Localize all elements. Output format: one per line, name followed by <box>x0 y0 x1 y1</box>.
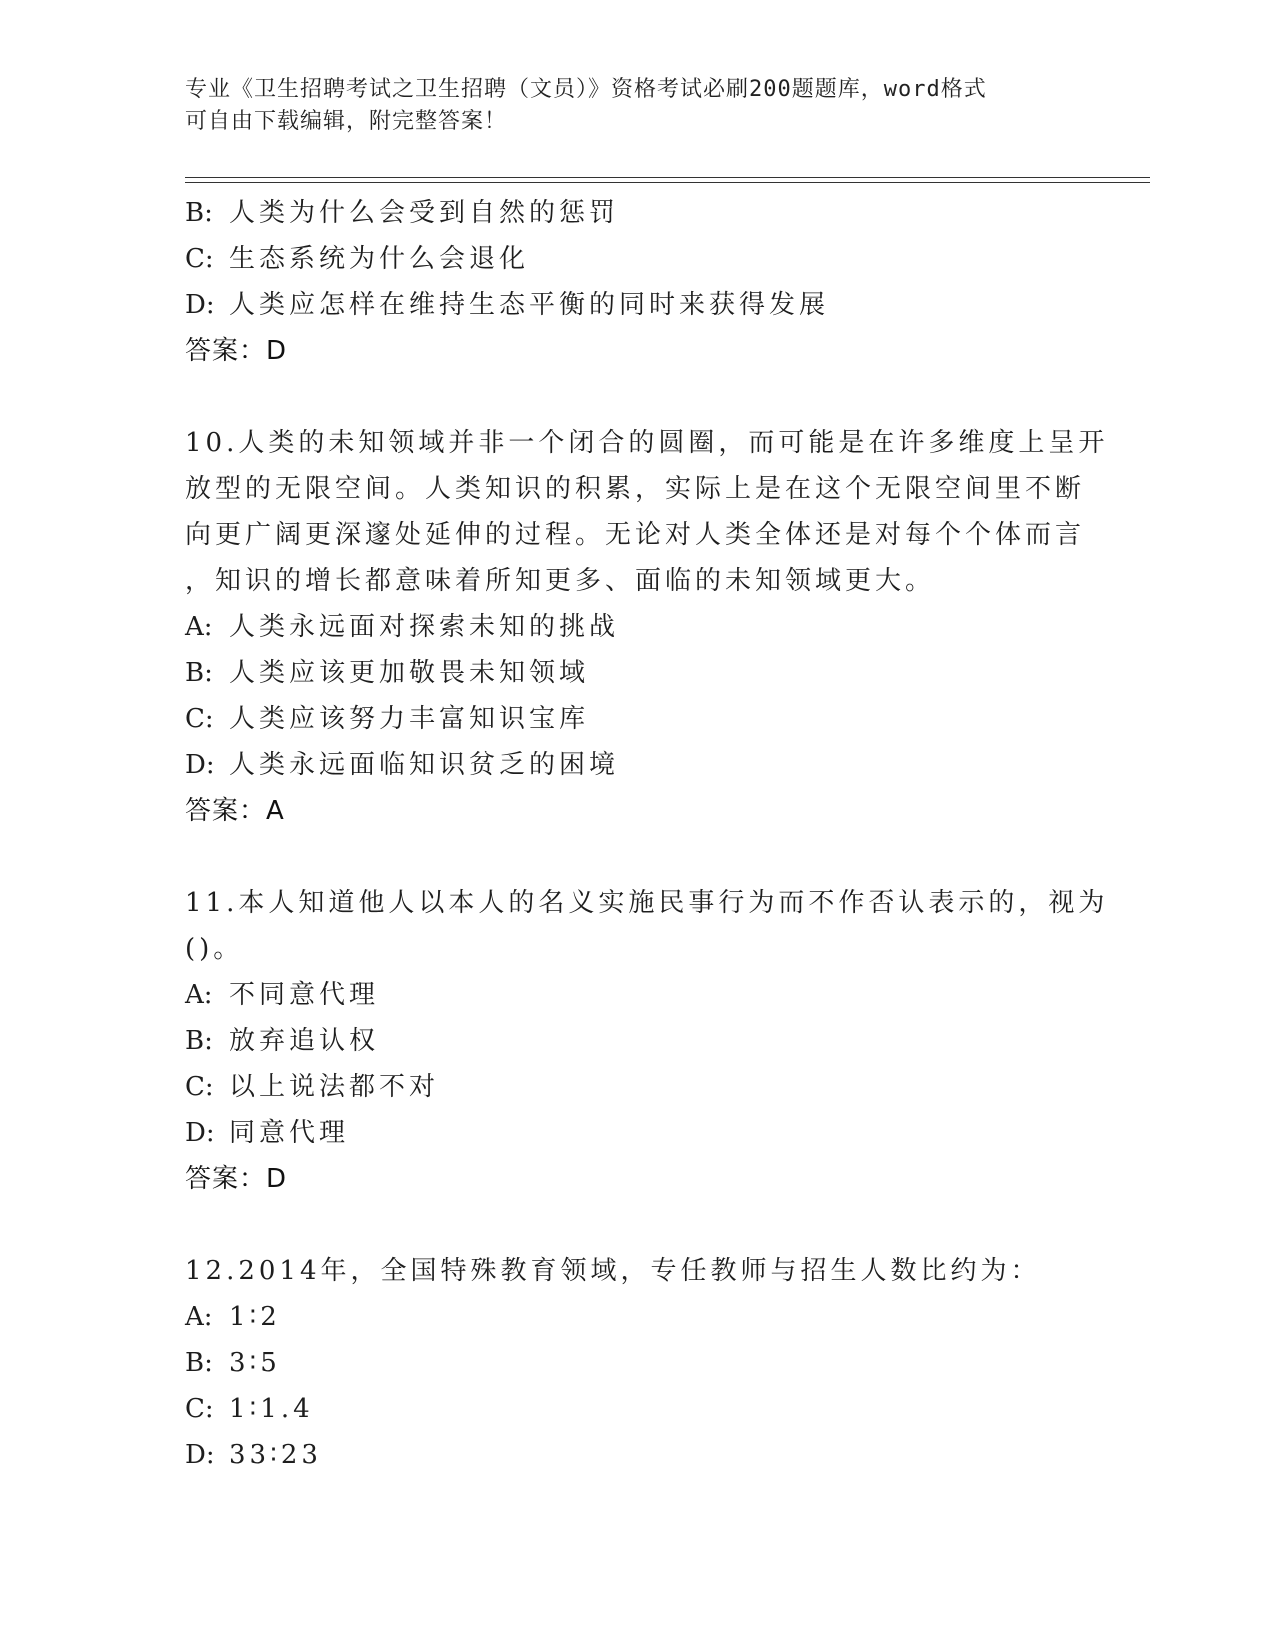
option-c: C: 1∶1.4 <box>185 1394 314 1424</box>
option-b: B: 3∶5 <box>185 1348 281 1378</box>
option-a: A: 人类永远面对探索未知的挑战 <box>185 612 620 642</box>
option-a: A: 不同意代理 <box>185 980 380 1010</box>
answer-line: 答案：D <box>185 336 288 366</box>
question-stem: 11.本人知道他人以本人的名义实施民事行为而不作否认表示的，视为 ()。 <box>185 888 1109 964</box>
question-10 <box>185 420 1109 834</box>
option-d: D: 人类永远面临知识贫乏的困境 <box>185 750 620 780</box>
option-a: A: 1∶2 <box>185 1302 281 1332</box>
question-12 <box>185 1248 1085 1478</box>
option-c: C: 生态系统为什么会退化 <box>185 244 530 274</box>
document-body <box>185 190 1109 1478</box>
question-stem: 10.人类的未知领域并非一个闭合的圆圈，而可能是在许多维度上呈开 放型的无限空间。人类知识的积累，实际上是在这个无限空间里不断 向更广阔更深邃处延伸的过程。无论对人类全体还是对每个个体而言 ，知识的增长都意味着所知更多、面临的未知领域更大。 <box>185 428 1109 596</box>
header-line-1: 专业《卫生招聘考试之卫生招聘（文员）》资格考试必刷200题题库，word格式 <box>185 77 987 102</box>
header-divider-bottom <box>185 182 1150 183</box>
option-c: C: 以上说法都不对 <box>185 1072 440 1102</box>
document-header <box>185 74 1085 138</box>
option-b: B: 人类为什么会受到自然的惩罚 <box>185 198 620 228</box>
option-b: B: 人类应该更加敬畏未知领域 <box>185 658 590 688</box>
question-stem: 12.2014年，全国特殊教育领域，专任教师与招生人数比约为： <box>185 1256 1041 1286</box>
option-b: B: 放弃追认权 <box>185 1026 380 1056</box>
option-d: D: 人类应怎样在维持生态平衡的同时来获得发展 <box>185 290 830 320</box>
option-c: C: 人类应该努力丰富知识宝库 <box>185 704 590 734</box>
header-line-2: 可自由下载编辑，附完整答案！ <box>185 109 508 134</box>
option-d: D: 33∶23 <box>185 1440 322 1470</box>
option-d: D: 同意代理 <box>185 1118 350 1148</box>
header-divider-top <box>185 177 1150 178</box>
answer-line: 答案：A <box>185 796 285 826</box>
answer-line: 答案：D <box>185 1164 288 1194</box>
question-11 <box>185 880 1109 1202</box>
question-9 <box>185 190 1085 374</box>
